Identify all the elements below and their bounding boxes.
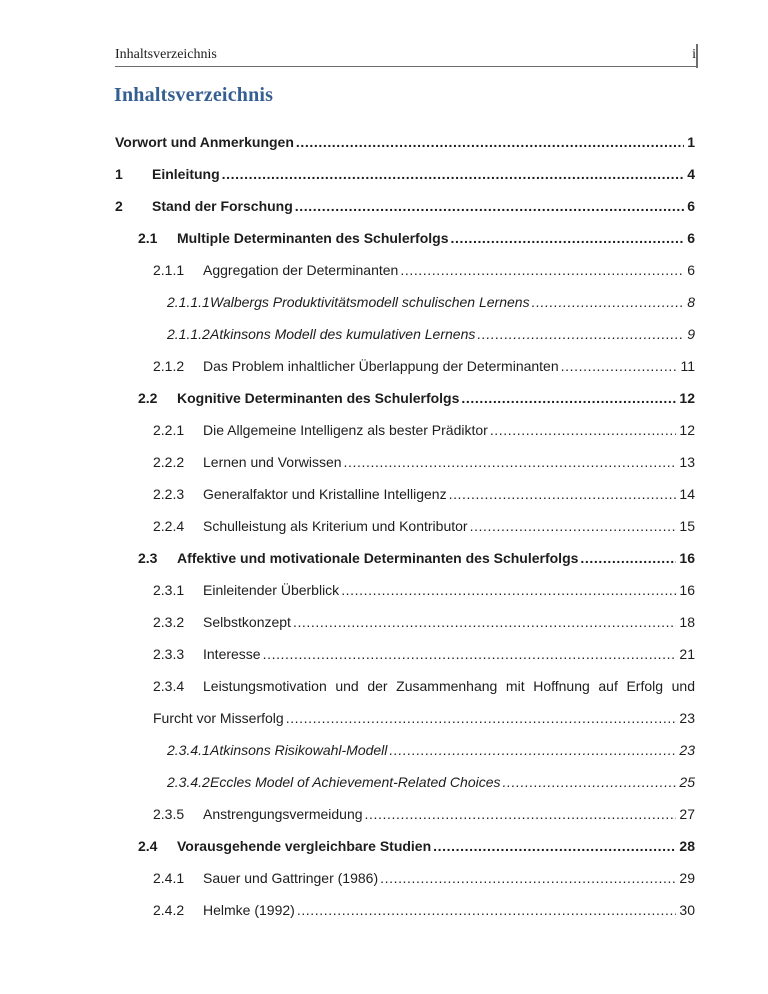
- entry-page: 16: [679, 550, 695, 566]
- entry-number: 2.3.3: [153, 646, 185, 662]
- leader-dots: [293, 606, 676, 638]
- entry-number: 2.1.1.1: [167, 294, 210, 310]
- entry-page: 23: [679, 710, 695, 726]
- toc-entry[interactable]: [115, 286, 695, 318]
- entry-page: 21: [679, 646, 695, 662]
- entry-page: 12: [679, 422, 695, 438]
- entry-page: 4: [687, 166, 695, 182]
- entry-label: Leistungsmotivation und der Zusammenhang mit Hoffnung auf Erfolg und: [203, 678, 695, 694]
- leader-dots: [263, 638, 677, 670]
- entry-number: 2.4.1: [153, 870, 185, 886]
- entry-number: 2.2.3: [153, 486, 185, 502]
- header-page-number: i: [692, 47, 696, 62]
- entry-line1: [153, 670, 695, 702]
- entry-label: Affektive und motivationale Determinanten des Schulerfolgs: [177, 550, 579, 566]
- entry-line2: [153, 702, 695, 734]
- toc-entry[interactable]: [115, 158, 695, 190]
- entry-number: 2.1: [138, 230, 158, 246]
- entry-label: Aggregation der Determinanten: [203, 262, 399, 278]
- header-section-label: Inhaltsverzeichnis: [115, 47, 217, 62]
- toc-entry[interactable]: [115, 190, 695, 222]
- leader-dots: [286, 702, 677, 734]
- entry-page: 25: [679, 774, 695, 790]
- toc-entry[interactable]: [115, 446, 695, 478]
- entry-label: Eccles Model of Achievement-Related Choices: [210, 774, 501, 790]
- leader-dots: [532, 286, 685, 318]
- entry-label: Das Problem inhaltlicher Überlappung der Determinanten: [203, 358, 559, 374]
- leader-dots: [341, 574, 676, 606]
- toc-entry[interactable]: [115, 606, 695, 638]
- entry-label: Interesse: [203, 646, 261, 662]
- entry-label: Stand der Forschung: [152, 198, 293, 214]
- entry-number: 2.2.4: [153, 518, 185, 534]
- entry-number: 2.3.1: [153, 582, 185, 598]
- toc-entry[interactable]: [115, 894, 695, 926]
- leader-dots: [380, 862, 676, 894]
- leader-dots: [490, 414, 677, 446]
- toc-entry[interactable]: [115, 254, 695, 286]
- entry-page: 18: [679, 614, 695, 630]
- entry-page: 16: [679, 582, 695, 598]
- entry-label: Einleitung: [152, 166, 220, 182]
- entry-page: 14: [679, 486, 695, 502]
- leader-dots: [344, 446, 677, 478]
- toc-entry[interactable]: [115, 638, 695, 670]
- entry-label: Vorwort und Anmerkungen: [115, 134, 294, 150]
- leader-dots: [295, 190, 684, 222]
- toc-entry[interactable]: [115, 734, 695, 766]
- document-title: Inhaltsverzeichnis: [114, 84, 274, 106]
- leader-dots: [561, 350, 678, 382]
- entry-page: 8: [687, 294, 695, 310]
- entry-page: 11: [680, 358, 695, 374]
- toc-list: [115, 126, 695, 926]
- entry-number: 2.3: [138, 550, 158, 566]
- entry-number: 2.3.4: [153, 678, 185, 694]
- leader-dots: [365, 798, 677, 830]
- entry-number: 2.3.4.1: [167, 742, 210, 758]
- entry-label: Generalfaktor und Kristalline Intelligenz: [203, 486, 447, 502]
- leader-dots: [461, 382, 676, 414]
- entry-page: 29: [679, 870, 695, 886]
- toc-entry[interactable]: [115, 318, 695, 350]
- toc-entry[interactable]: [115, 830, 695, 862]
- entry-page: 6: [687, 230, 695, 246]
- entry-label: Einleitender Überblick: [203, 582, 340, 598]
- toc-entry[interactable]: [115, 478, 695, 510]
- entry-label: Lernen und Vorwissen: [203, 454, 342, 470]
- entry-page: 27: [679, 806, 695, 822]
- entry-label-line2: Furcht vor Misserfolg: [153, 710, 284, 726]
- leader-dots: [580, 542, 676, 574]
- entry-number: 2.2: [138, 390, 158, 406]
- entry-label: Sauer und Gattringer (1986): [203, 870, 379, 886]
- entry-label: Atkinsons Risikowahl-Modell: [210, 742, 388, 758]
- leader-dots: [389, 734, 676, 766]
- leader-dots: [503, 766, 677, 798]
- entry-label: Vorausgehende vergleichbare Studien: [177, 838, 432, 854]
- entry-label: Schulleistung als Kriterium und Kontributor: [203, 518, 468, 534]
- toc-entry[interactable]: [115, 350, 695, 382]
- entry-label: Selbstkonzept: [203, 614, 291, 630]
- toc-entry[interactable]: [115, 414, 695, 446]
- entry-number: 2.1.2: [153, 358, 185, 374]
- entry-label: Anstrengungsvermeidung: [203, 806, 363, 822]
- entry-number: 2: [115, 198, 123, 214]
- entry-page: 15: [679, 518, 695, 534]
- entry-number: 2.4.2: [153, 902, 185, 918]
- entry-page: 6: [687, 198, 695, 214]
- entry-label: Kognitive Determinanten des Schulerfolgs: [177, 390, 460, 406]
- toc-entry[interactable]: [115, 670, 695, 734]
- leader-dots: [449, 478, 677, 510]
- leader-dots: [297, 894, 677, 926]
- entry-number: 2.2.2: [153, 454, 185, 470]
- header-edge-rule: [696, 44, 698, 68]
- entry-page: 28: [679, 838, 695, 854]
- entry-number: 2.4: [138, 838, 158, 854]
- entry-number: 2.3.4.2: [167, 774, 210, 790]
- leader-dots: [400, 254, 684, 286]
- entry-label: Atkinsons Modell des kumulativen Lernens: [210, 326, 476, 342]
- entry-page: 13: [679, 454, 695, 470]
- entry-number: 2.1.1: [153, 262, 185, 278]
- toc-entry[interactable]: [115, 222, 695, 254]
- toc-entry[interactable]: [115, 862, 695, 894]
- entry-label: Die Allgemeine Intelligenz als bester Prädiktor: [203, 422, 488, 438]
- entry-number: 1: [115, 166, 123, 182]
- entry-page: 23: [679, 742, 695, 758]
- toc-entry[interactable]: [115, 510, 695, 542]
- toc-entry[interactable]: [115, 574, 695, 606]
- entry-page: 30: [679, 902, 695, 918]
- toc-entry[interactable]: [115, 382, 695, 414]
- entry-number: 2.3.2: [153, 614, 185, 630]
- leader-dots: [451, 222, 685, 254]
- entry-page: 1: [687, 134, 695, 150]
- entry-number: 2.3.5: [153, 806, 185, 822]
- page-header: [115, 42, 696, 67]
- entry-label: Multiple Determinanten des Schulerfolgs: [177, 230, 449, 246]
- toc-entry[interactable]: [115, 766, 695, 798]
- entry-page: 6: [687, 262, 695, 278]
- entry-label: Helmke (1992): [203, 902, 295, 918]
- leader-dots: [222, 158, 685, 190]
- toc-entry[interactable]: [115, 798, 695, 830]
- toc-entry[interactable]: [115, 542, 695, 574]
- entry-page: 12: [679, 390, 695, 406]
- leader-dots: [477, 318, 684, 350]
- leader-dots: [433, 830, 676, 862]
- entry-label: Walbergs Produktivitätsmodell schulischen Lernens: [210, 294, 530, 310]
- entry-page: 9: [687, 326, 695, 342]
- leader-dots: [296, 126, 684, 158]
- entry-number: 2.2.1: [153, 422, 185, 438]
- toc-entry[interactable]: [115, 126, 695, 158]
- entry-number: 2.1.1.2: [167, 326, 210, 342]
- leader-dots: [470, 510, 677, 542]
